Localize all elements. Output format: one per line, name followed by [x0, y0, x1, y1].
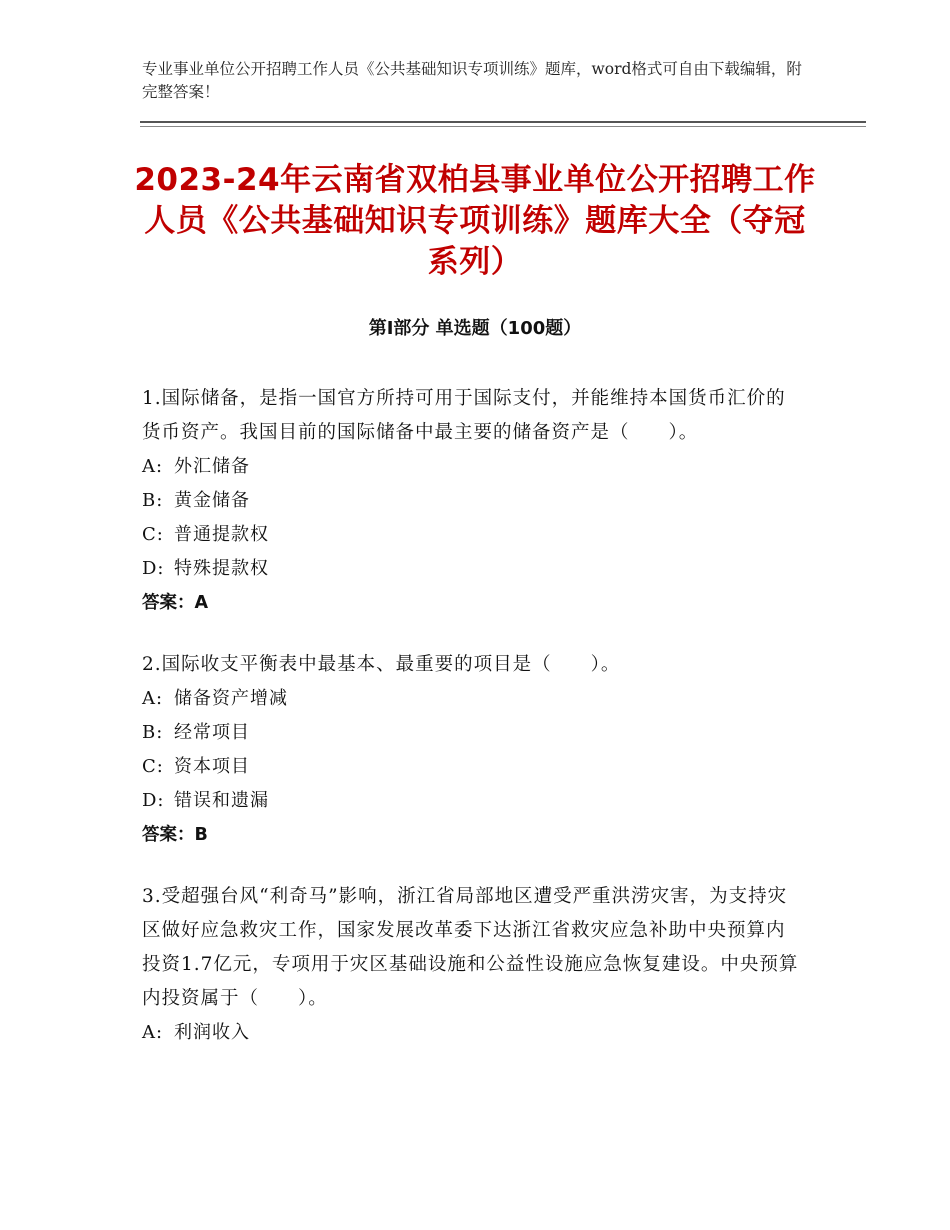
- option-key: C:: [142, 524, 164, 545]
- question-stem: 2.国际收支平衡表中最基本、最重要的项目是（ ）。: [142, 654, 621, 675]
- section-title: 第Ⅰ部分 单选题（100题）: [368, 318, 582, 339]
- question-3: [142, 880, 802, 1050]
- answer-line: 答案：B: [142, 825, 208, 845]
- option-key: A:: [142, 456, 164, 477]
- header-note: 专业事业单位公开招聘工作人员《公共基础知识专项训练》题库，word格式可自由下载编辑，附完整答案！: [142, 60, 802, 101]
- option-text: 特殊提款权: [174, 558, 269, 579]
- header-divider-thin: [140, 126, 866, 127]
- document-title: 2023-24年云南省双柏县事业单位公开招聘工作人员《公共基础知识专项训练》题库大全（夺冠系列）: [134, 162, 816, 280]
- question-list: [142, 382, 802, 1078]
- option-a: [142, 1016, 802, 1050]
- option-text: 普通提款权: [174, 524, 269, 545]
- option-d: [142, 552, 802, 586]
- answer-line: 答案：A: [142, 593, 209, 613]
- option-key: D:: [142, 790, 165, 811]
- option-text: 经常项目: [174, 722, 250, 743]
- option-a: [142, 450, 802, 484]
- question-2: [142, 648, 802, 852]
- option-text: 黄金储备: [174, 490, 250, 511]
- option-text: 利润收入: [174, 1022, 250, 1043]
- option-key: D:: [142, 558, 165, 579]
- option-key: A:: [142, 1022, 164, 1043]
- header-divider-thick: [140, 121, 866, 123]
- option-b: [142, 716, 802, 750]
- option-a: [142, 682, 802, 716]
- option-b: [142, 484, 802, 518]
- option-c: [142, 750, 802, 784]
- option-text: 错误和遗漏: [174, 790, 269, 811]
- option-d: [142, 784, 802, 818]
- option-key: A:: [142, 688, 164, 709]
- option-text: 储备资产增减: [174, 688, 288, 709]
- option-key: B:: [142, 722, 164, 743]
- question-stem: 1.国际储备，是指一国官方所持可用于国际支付，并能维持本国货币汇价的货币资产。我国目前的国际储备中最主要的储备资产是（ ）。: [142, 388, 786, 443]
- question-stem: 3.受超强台风“利奇马”影响，浙江省局部地区遭受严重洪涝灾害，为支持灾区做好应急救灾工作，国家发展改革委下达浙江省救灾应急补助中央预算内投资1.7亿元，专项用于灾区基础设施和公益性设施应急恢复建设。中央预算内投资属于（ ）。: [142, 886, 799, 1009]
- question-1: [142, 382, 802, 620]
- option-text: 资本项目: [174, 756, 250, 777]
- option-text: 外汇储备: [174, 456, 250, 477]
- option-c: [142, 518, 802, 552]
- option-key: C:: [142, 756, 164, 777]
- option-key: B:: [142, 490, 164, 511]
